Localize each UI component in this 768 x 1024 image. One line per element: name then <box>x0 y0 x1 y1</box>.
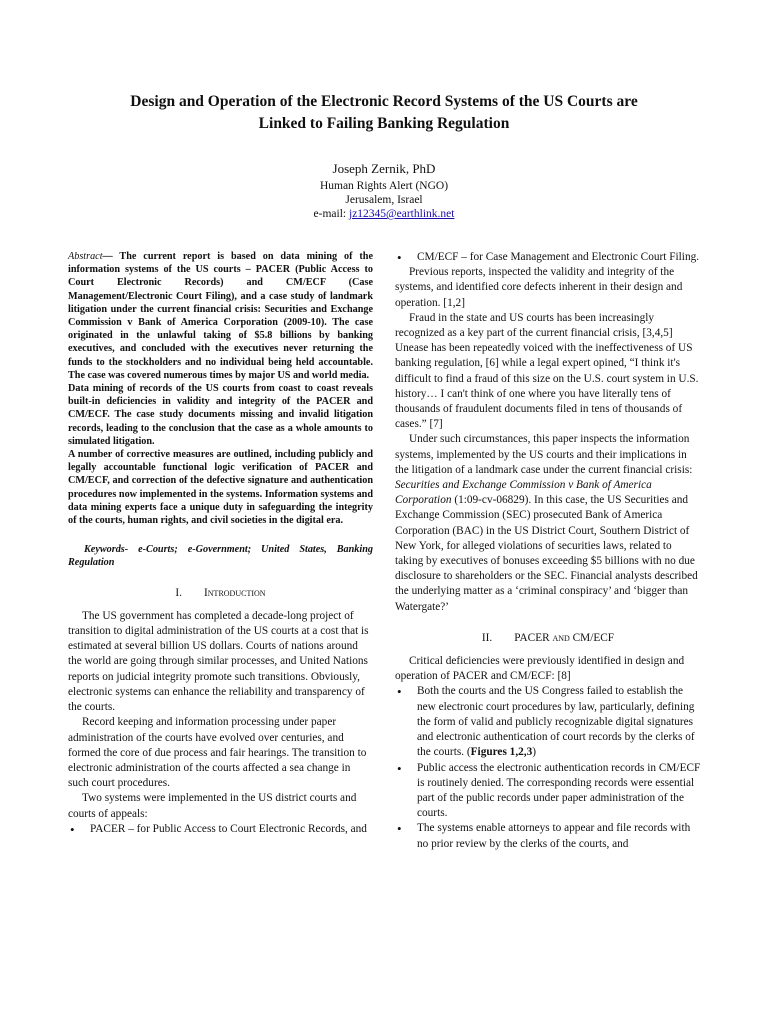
email-link[interactable]: jz12345@earthlink.net <box>349 208 455 220</box>
intro-paragraph-2: Record keeping and information processing under paper administration of the courts have evolved over centuries, and formed the core of due process and fair hearings. The transition to electronic administration of the courts affected a sea change in such court procedures. <box>68 716 367 790</box>
abstract-paragraph-2: Data mining of records of the US courts from coast to coast reveals built-in deficiencies in validity and integrity of the PACER and CM/ECF. The case study documents missing and invalid litigation records, leading to the conclusion that the case as a whole amounts to simulated litigation. <box>68 383 373 447</box>
section-2-heading <box>395 631 701 646</box>
abstract-paragraph-1 <box>68 250 373 382</box>
systems-list-continued <box>395 250 701 265</box>
systems-list <box>68 822 373 837</box>
figures-reference: Figures 1,2,3 <box>470 746 533 759</box>
intro-paragraph-1: The US government has completed a decade-long project of transition to digital administration of the US courts at a cost that is estimated at several billion US dollars. Courts of nations around the world are going through similar processes, and United Nations reports on judicial integrity promote such transitions. Obviously, electronic systems can enhance the reliability and transparency of the courts. <box>68 609 369 714</box>
deficiency-item-2: • Public access the electronic authentication records in CM/ECF is routinely denied. The corresponding records were essential part of the public records under paper administration of the courts. <box>395 761 701 822</box>
affiliation: Human Rights Alert (NGO) <box>319 180 449 192</box>
email-line <box>0 208 768 220</box>
deficiency-1-text: Both the courts and the US Congress failed to establish the new electronic court procedures by law, particularly, defining the form of valid and publicly recognizable digital signatures and electronic authentication of court records by the clerks of the courts. ( <box>417 685 695 759</box>
section-2-title-and: and <box>552 631 570 644</box>
intro-paragraph-6-start: Under such circumstances, this paper inspects the information systems, implemented by the US courts and their implications in the litigation of a landmark case under the current financial crisis: <box>395 433 693 476</box>
intro-paragraph-5: Fraud in the state and US courts has been increasingly recognized as a key part of the current financial crisis, [3,4,5] Unease has been repeatedly voiced with the ineffectiveness of US banking regulation, [6] while a legal expert opined, “I think it's difficult to find a fraud of this size on the U.S. court system in U.S. history… I can't think of one where you have literally tens of thousands of fraudulent documents filed in tens of thousands of cases.” [7] <box>395 311 699 431</box>
list-item-pacer: • PACER – for Public Access to Court Electronic Records, and <box>68 822 373 837</box>
right-column <box>395 250 701 852</box>
title-line-2: Linked to Failing Banking Regulation <box>258 115 510 132</box>
intro-paragraph-6-end: (1:09-cv-06829). In this case, the US Securities and Exchange Commission (SEC) prosecuted Bank of America Corporation (BAC) in the US District Court, Southern District of New York, for alleged violations of securities laws, related to taking by executives of bonuses exceeding $5 billions with no due disclosure to shareholders or the SEC. Financial analysts described the underlying matter as a ‘criminal conspiracy’ and ‘bigger than Watergate?’ <box>395 494 698 613</box>
abstract-label: Abstract <box>68 251 103 262</box>
case-name: Securities and Exchange Commission v Bank of America Corporation <box>395 479 652 507</box>
section-2-title-a: PACER <box>514 631 550 644</box>
section-1-number: I. <box>175 586 183 599</box>
deficiencies-list <box>395 684 701 851</box>
title-line-1: Design and Operation of the Electronic Record Systems of the US Courts are <box>130 93 638 110</box>
section-2-paragraph-1: Critical deficiencies were previously identified in design and operation of PACER and CM/ECF: [8] <box>395 655 685 683</box>
list-item-cmecf: • CM/ECF – for Case Management and Electronic Court Filing. <box>395 250 701 265</box>
intro-paragraph-3: Two systems were implemented in the US district courts and courts of appeals: <box>68 792 357 820</box>
left-column <box>68 250 373 837</box>
deficiency-1-end: ) <box>532 746 537 759</box>
location: Jerusalem, Israel <box>345 194 423 206</box>
deficiency-item-3: • The systems enable attorneys to appear and file records with no prior review by the clerks of the courts, and <box>395 821 701 851</box>
intro-paragraph-4: Previous reports, inspected the validity and integrity of the systems, and identified core defects inherent in their design and operation. [1,2] <box>395 266 683 309</box>
section-1-title: Introduction <box>204 586 266 599</box>
author-name: Joseph Zernik, PhD <box>332 161 436 176</box>
paper-title <box>60 91 708 135</box>
abstract-paragraph-3: A number of corrective measures are outlined, including publicly and legally accountable functional logic verification of PACER and CM/ECF, and correction of the defective signature and authentication procedures now implemented in the systems. Information systems and data mining experts face a unique duty in safeguarding the integrity of the courts, human rights, and civil societies in the digital era. <box>68 449 373 527</box>
intro-paragraph-6 <box>395 432 701 614</box>
abstract-text-1: — The current report is based on data mining of the information systems of the US courts – PACER (Public Access to Court Electronic Records) and CM/ECF (Case Management/Electronic Court Filing), and a case study of landmark litigation under the current financial crisis: Securities and Exchange Commission v Bank of America Corporation (2009-10). The case originated in the unlawful taking of $5.8 billions by banking executives, and concluded with the executives never returning the funds to the stockholders and no individual being held accountable. The case was covered numerous times by major US and world media. <box>68 251 373 381</box>
section-2-number: II. <box>481 631 493 644</box>
keywords: Keywords- e-Courts; e-Government; United States, Banking Regulation <box>68 544 373 569</box>
deficiency-item-1 <box>395 684 701 760</box>
section-1-heading <box>68 586 373 601</box>
section-2-title-b: CM/ECF <box>572 631 615 644</box>
email-label: e-mail: <box>313 208 349 220</box>
